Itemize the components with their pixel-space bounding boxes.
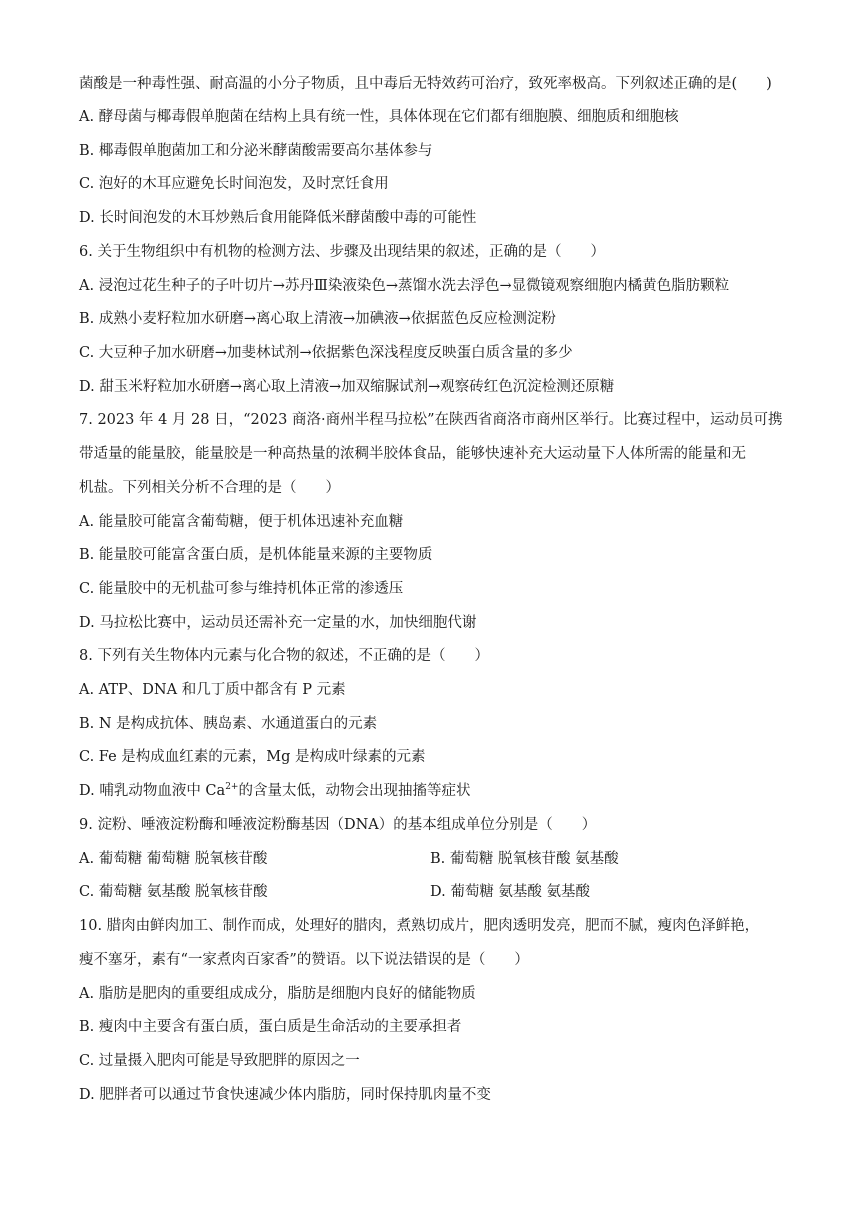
q7-stem-line-2: 带适量的能量胶，能量胶是一种高热量的浓稠半胶体食品，能够快速补充大运动量下人体所需的能量和无 — [79, 446, 746, 462]
q8-option-a: A. ATP、DNA 和几丁质中都含有 P 元素 — [79, 682, 346, 698]
q9-stem: 9. 淀粉、唾液淀粉酶和唾液淀粉酶基因（DNA）的基本组成单位分别是（ ） — [79, 817, 597, 833]
q5-option-b: B. 椰毒假单胞菌加工和分泌米酵菌酸需要高尔基体参与 — [79, 143, 433, 159]
q7-stem-line-3: 机盐。下列相关分析不合理的是（ ） — [79, 480, 340, 496]
q10-stem-line-1: 10. 腊肉由鲜肉加工、制作而成，处理好的腊肉，煮熟切成片，肥肉透明发亮，肥而不腻，瘦肉色泽鲜艳， — [79, 918, 760, 934]
q6-option-c: C. 大豆种子加水研磨→加斐林试剂→依据紫色深浅程度反映蛋白质含量的多少 — [79, 345, 573, 361]
q8-stem: 8. 下列有关生物体内元素与化合物的叙述，不正确的是（ ） — [79, 648, 489, 664]
calcium-charge-superscript: 2+ — [225, 782, 239, 793]
q8-option-d-part2: 的含量太低，动物会出现抽搐等症状 — [238, 783, 471, 799]
q6-option-b: B. 成熟小麦籽粒加水研磨→离心取上清液→加碘液→依据蓝色反应检测淀粉 — [79, 311, 556, 327]
q9-option-c: C. 葡萄糖 氨基酸 脱氧核苷酸 — [79, 884, 268, 900]
q10-option-d: D. 肥胖者可以通过节食快速减少体内脂肪，同时保持肌肉量不变 — [79, 1087, 491, 1103]
q9-option-b: B. 葡萄糖 脱氧核苷酸 氨基酸 — [430, 851, 619, 867]
q10-stem-line-2: 瘦不塞牙，素有“一家煮肉百家香”的赞语。以下说法错误的是（ ） — [79, 952, 529, 968]
q6-option-a: A. 浸泡过花生种子的子叶切片→苏丹Ⅲ染液染色→蒸馏水洗去浮色→显微镜观察细胞内橘黄色脂肪颗粒 — [79, 278, 730, 294]
q9-option-d: D. 葡萄糖 氨基酸 氨基酸 — [430, 884, 591, 900]
q9-option-a: A. 葡萄糖 葡萄糖 脱氧核苷酸 — [79, 851, 268, 867]
q7-option-c: C. 能量胶中的无机盐可参与维持机体正常的渗透压 — [79, 581, 404, 597]
q6-option-d: D. 甜玉米籽粒加水研磨→离心取上清液→加双缩脲试剂→观察砖红色沉淀检测还原糖 — [79, 379, 615, 395]
q5-option-d: D. 长时间泡发的木耳炒熟后食用能降低米酵菌酸中毒的可能性 — [79, 210, 477, 226]
q7-option-d: D. 马拉松比赛中，运动员还需补充一定量的水，加快细胞代谢 — [79, 615, 477, 631]
q7-stem-line-1: 7. 2023 年 4 月 28 日，“2023 商洛·商州半程马拉松”在陕西省商洛市商州区举行。比赛过程中，运动员可携 — [79, 412, 783, 428]
q5-option-c: C. 泡好的木耳应避免长时间泡发，及时烹饪食用 — [79, 176, 389, 192]
q10-option-a: A. 脂肪是肥肉的重要组成成分，脂肪是细胞内良好的储能物质 — [79, 986, 476, 1002]
q10-option-b: B. 瘦肉中主要含有蛋白质，蛋白质是生命活动的主要承担者 — [79, 1019, 462, 1035]
q7-option-b: B. 能量胶可能富含蛋白质，是机体能量来源的主要物质 — [79, 547, 433, 563]
q5-stem: 菌酸是一种毒性强、耐高温的小分子物质，且中毒后无特效药可治疗，致死率极高。下列叙述正确的是( ) — [79, 76, 772, 92]
q5-option-a: A. 酵母菌与椰毒假单胞菌在结构上具有统一性，具体体现在它们都有细胞膜、细胞质和细胞核 — [79, 109, 679, 125]
q8-option-c: C. Fe 是构成血红素的元素，Mg 是构成叶绿素的元素 — [79, 749, 426, 765]
q8-option-d — [79, 781, 470, 801]
q6-stem: 6. 关于生物组织中有机物的检测方法、步骤及出现结果的叙述，正确的是（ ） — [79, 244, 605, 260]
q8-option-b: B. N 是构成抗体、胰岛素、水通道蛋白的元素 — [79, 716, 378, 732]
q8-option-d-part1: D. 哺乳动物血液中 Ca — [79, 783, 226, 799]
q10-option-c: C. 过量摄入肥肉可能是导致肥胖的原因之一 — [79, 1053, 360, 1069]
q7-option-a: A. 能量胶可能富含葡萄糖，便于机体迅速补充血糖 — [79, 514, 404, 530]
